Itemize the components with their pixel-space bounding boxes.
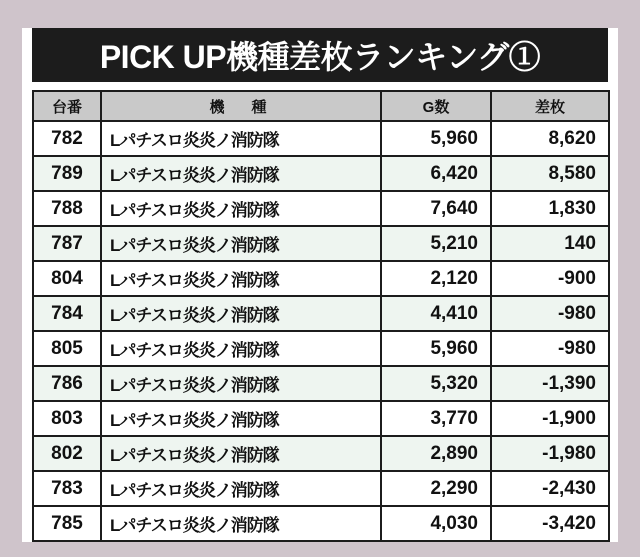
page-title: PICK UP機種差枚ランキング① <box>99 39 541 75</box>
cell-games: 5,210 <box>381 226 491 261</box>
cell-machine-no: 788 <box>33 191 101 226</box>
cell-machine-name: Lパチスロ炎炎ノ消防隊 <box>101 296 381 331</box>
cell-machine-name: Lパチスロ炎炎ノ消防隊 <box>101 436 381 471</box>
cell-games: 2,890 <box>381 436 491 471</box>
cell-diff: -980 <box>491 331 609 366</box>
table-body <box>33 121 609 541</box>
table-header <box>33 91 609 121</box>
cell-games: 2,290 <box>381 471 491 506</box>
table-row <box>33 436 609 471</box>
cell-machine-name: Lパチスロ炎炎ノ消防隊 <box>101 261 381 296</box>
cell-machine-no: 803 <box>33 401 101 436</box>
cell-machine-no: 804 <box>33 261 101 296</box>
table-row <box>33 506 609 541</box>
cell-diff: 8,620 <box>491 121 609 156</box>
cell-machine-no: 802 <box>33 436 101 471</box>
cell-diff: -2,430 <box>491 471 609 506</box>
cell-diff: 8,580 <box>491 156 609 191</box>
cell-machine-name: Lパチスロ炎炎ノ消防隊 <box>101 506 381 541</box>
cell-machine-name: Lパチスロ炎炎ノ消防隊 <box>101 226 381 261</box>
ranking-table <box>32 90 610 542</box>
cell-machine-name: Lパチスロ炎炎ノ消防隊 <box>101 471 381 506</box>
cell-diff: 1,830 <box>491 191 609 226</box>
cell-machine-no: 782 <box>33 121 101 156</box>
table-row <box>33 401 609 436</box>
table-row <box>33 121 609 156</box>
cell-diff: -980 <box>491 296 609 331</box>
table-row <box>33 226 609 261</box>
column-header-machine-no: 台番 <box>33 91 101 121</box>
column-header-games: G数 <box>381 91 491 121</box>
cell-games: 2,120 <box>381 261 491 296</box>
cell-diff: -900 <box>491 261 609 296</box>
ranking-card <box>22 28 618 542</box>
cell-machine-no: 784 <box>33 296 101 331</box>
cell-diff: 140 <box>491 226 609 261</box>
column-header-diff: 差枚 <box>491 91 609 121</box>
table-header-row <box>33 91 609 121</box>
cell-machine-no: 783 <box>33 471 101 506</box>
cell-machine-name: Lパチスロ炎炎ノ消防隊 <box>101 401 381 436</box>
cell-machine-no: 787 <box>33 226 101 261</box>
cell-games: 4,030 <box>381 506 491 541</box>
table-row <box>33 366 609 401</box>
cell-machine-name: Lパチスロ炎炎ノ消防隊 <box>101 156 381 191</box>
cell-games: 5,960 <box>381 331 491 366</box>
table-row <box>33 156 609 191</box>
table-row <box>33 261 609 296</box>
cell-machine-no: 786 <box>33 366 101 401</box>
cell-diff: -1,390 <box>491 366 609 401</box>
cell-games: 6,420 <box>381 156 491 191</box>
table-row <box>33 191 609 226</box>
table-row <box>33 296 609 331</box>
title-bar <box>32 28 608 82</box>
cell-machine-name: Lパチスロ炎炎ノ消防隊 <box>101 191 381 226</box>
cell-machine-name: Lパチスロ炎炎ノ消防隊 <box>101 331 381 366</box>
cell-machine-name: Lパチスロ炎炎ノ消防隊 <box>101 366 381 401</box>
cell-games: 7,640 <box>381 191 491 226</box>
cell-diff: -1,980 <box>491 436 609 471</box>
table-row <box>33 471 609 506</box>
cell-games: 5,960 <box>381 121 491 156</box>
table-row <box>33 331 609 366</box>
cell-machine-name: Lパチスロ炎炎ノ消防隊 <box>101 121 381 156</box>
cell-machine-no: 805 <box>33 331 101 366</box>
cell-diff: -3,420 <box>491 506 609 541</box>
cell-diff: -1,900 <box>491 401 609 436</box>
column-header-machine-name: 機 種 <box>101 91 381 121</box>
cell-machine-no: 785 <box>33 506 101 541</box>
cell-games: 5,320 <box>381 366 491 401</box>
cell-games: 4,410 <box>381 296 491 331</box>
cell-games: 3,770 <box>381 401 491 436</box>
cell-machine-no: 789 <box>33 156 101 191</box>
